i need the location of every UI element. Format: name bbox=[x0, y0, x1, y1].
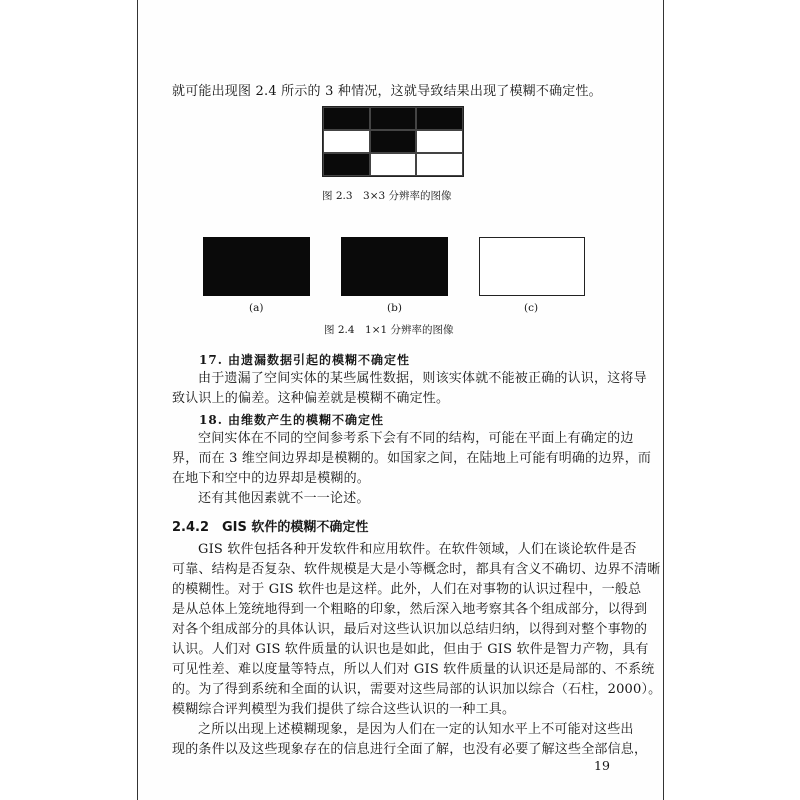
grid-cell bbox=[370, 130, 417, 153]
paragraph-line: GIS 软件包括各种开发软件和应用软件。在软件领域，人们在谈论软件是否 bbox=[198, 542, 637, 557]
paragraph-line: 可靠、结构是否复杂、软件规模是大是小等概念时，都具有含义不确切、边界不清晰 bbox=[172, 562, 661, 577]
paragraph-line: 界，而在 3 维空间边界却是模糊的。如国家之间，在陆地上可能有明确的边界，而 bbox=[172, 451, 652, 466]
paragraph-line: 的。为了得到系统和全面的认识，需要对这些局部的认识加以综合（石柱，2000）。 bbox=[172, 682, 662, 697]
paragraph-line: 由于遗漏了空间实体的某些属性数据，则该实体就不能被正确的认识，这将导 bbox=[198, 371, 647, 386]
paragraph-line: 的模糊性。对于 GIS 软件也是这样。此外，人们在对事物的认识过程中，一般总 bbox=[172, 582, 642, 597]
intro-line: 就可能出现图 2.4 所示的 3 种情况，这就导致结果出现了模糊不确定性。 bbox=[172, 84, 602, 99]
section-heading: 2.4.2 GIS 软件的模糊不确定性 bbox=[172, 520, 369, 535]
paragraph-line: 之所以出现上述模糊现象，是因为人们在一定的认知水平上不可能对这些出 bbox=[198, 722, 634, 737]
grid-cell bbox=[323, 130, 370, 153]
paragraph-line: 可见性差、难以度量等特点，所以人们对 GIS 软件质量的认识还是局部的、不系统 bbox=[172, 662, 655, 677]
panel-b-label: (b) bbox=[387, 302, 402, 314]
page-number: 19 bbox=[594, 758, 610, 773]
grid-cell bbox=[416, 107, 463, 130]
paragraph-line: 对各个组成部分的具体认识，最后对这些认识加以总结归纳，以得到对整个事物的 bbox=[172, 622, 648, 637]
item-17-heading: 17. 由遗漏数据引起的模糊不确定性 bbox=[199, 353, 411, 367]
figure-2-3-grid bbox=[322, 106, 464, 177]
figure-2-4-caption: 图 2.4 1×1 分辨率的图像 bbox=[324, 324, 454, 336]
panel-a-label: (a) bbox=[249, 302, 264, 314]
grid-cell bbox=[323, 107, 370, 130]
item-18-heading: 18. 由维数产生的模糊不确定性 bbox=[199, 413, 385, 427]
figure-2-4-panel-a bbox=[203, 237, 310, 296]
grid-cell bbox=[323, 153, 370, 176]
paragraph-line: 现的条件以及这些现象存在的信息进行全面了解，也没有必要了解这些全部信息， bbox=[172, 742, 648, 757]
paragraph-line: 在地下和空中的边界却是模糊的。 bbox=[172, 471, 371, 486]
grid-cell bbox=[370, 153, 417, 176]
paragraph-line: 致认识上的偏差。这种偏差就是模糊不确定性。 bbox=[172, 391, 450, 406]
panel-c-label: (c) bbox=[524, 302, 539, 314]
paragraph-line: 模糊综合评判模型为我们提供了综合这些认识的一种工具。 bbox=[172, 702, 516, 717]
paragraph-line: 还有其他因素就不一一论述。 bbox=[198, 491, 370, 506]
grid-cell bbox=[370, 107, 417, 130]
paragraph-line: 认识。人们对 GIS 软件质量的认识也是如此，但由于 GIS 软件是智力产物，具有 bbox=[172, 642, 649, 657]
grid-cell bbox=[416, 153, 463, 176]
paragraph-line: 是从总体上笼统地得到一个粗略的印象，然后深入地考察其各个组成部分，以得到 bbox=[172, 602, 648, 617]
figure-2-4-panel-b bbox=[341, 237, 448, 296]
grid-cell bbox=[416, 130, 463, 153]
figure-2-3-caption: 图 2.3 3×3 分辨率的图像 bbox=[322, 190, 452, 202]
figure-2-4-panel-c bbox=[479, 237, 585, 296]
paragraph-line: 空间实体在不同的空间参考系下会有不同的结构，可能在平面上有确定的边 bbox=[198, 431, 634, 446]
